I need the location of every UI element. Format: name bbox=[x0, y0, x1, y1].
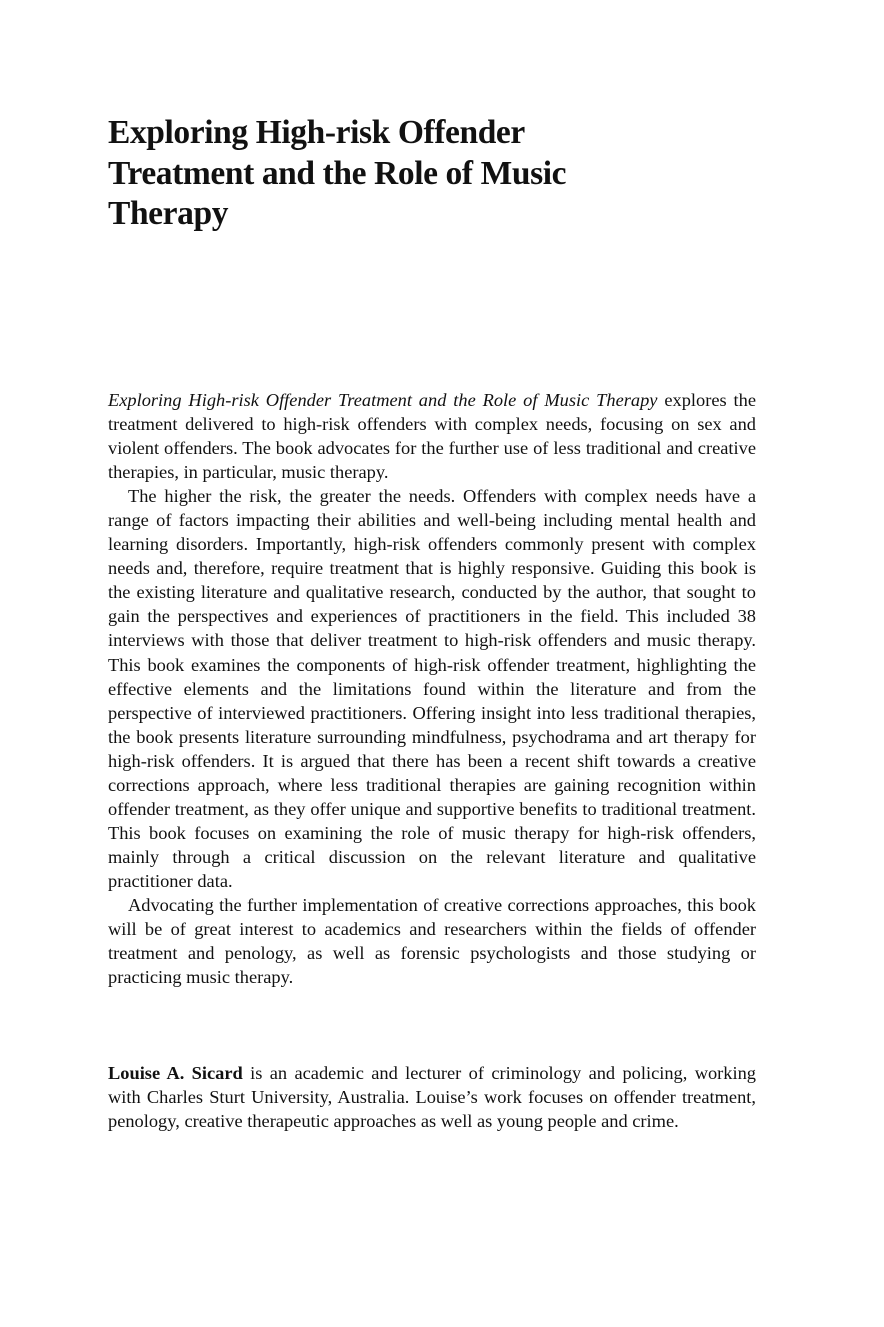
description-book-title-italic: Exploring High-risk Offender Treatment and the Role of Music Therapy bbox=[108, 390, 658, 410]
description-paragraph-3: Advocating the further implementation of creative corrections approaches, this book will be of great interest to academics and researchers within the fields of offender treatment and penology, as well as forensic psychologists and those studying or practicing music therapy. bbox=[108, 894, 756, 988]
description-paragraph-2: The higher the risk, the greater the needs. Offenders with complex needs have a range of factors impacting their abilities and well-being including mental health and learning disorders. Importantly, high-risk offenders commonly present with complex needs and, therefore, require treatment that is highly responsive. Guiding this book is the existing literature and qualitative research, conducted by the author, that sought to gain the perspectives and experiences of practitioners in the field. This included 38 interviews with those that deliver treatment to high-risk offenders and music therapy. This book examines the components of high-risk offender treatment, highlighting the effective elements and the limitations found within the literature and from the perspective of interviewed practitioners. Offering insight into less traditional therapies, the book presents literature surrounding mindfulness, psychodrama and art therapy for high-risk offenders. It is argued that there has been a recent shift towards a creative corrections approach, where less traditional therapies are gaining recognition within offender treatment, as they offer unique and supportive benefits to traditional treatment. This book focuses on examining the role of music therapy for high-risk offenders, mainly through a critical discussion on the relevant literature and qualitative practitioner data. bbox=[108, 486, 756, 891]
book-title-line-1: Exploring High-risk Offender bbox=[108, 114, 525, 151]
book-title-line-2: Treatment and the Role of Music bbox=[108, 154, 567, 192]
book-page bbox=[108, 0, 756, 1327]
author-bio bbox=[108, 1061, 756, 1133]
book-description bbox=[108, 388, 756, 989]
book-title bbox=[108, 113, 756, 235]
book-title-line-3: Therapy bbox=[108, 195, 229, 232]
description-paragraph-1-text: explores the treatment delivered to high-risk offenders with complex needs, focusing on sex and violent offenders. The book advocates for the further use of less traditional and creative therapies, in particular, music therapy. bbox=[108, 390, 756, 483]
author-name: Louise A. Sicard bbox=[108, 1063, 243, 1083]
description-paragraph-1 bbox=[108, 388, 756, 484]
author-bio-text: is an academic and lecturer of criminology and policing, working with Charles Sturt University, Australia. Louise’s work focuses on offender treatment, penology, creative therapeutic approaches as well as young people and crime. bbox=[108, 1063, 756, 1132]
